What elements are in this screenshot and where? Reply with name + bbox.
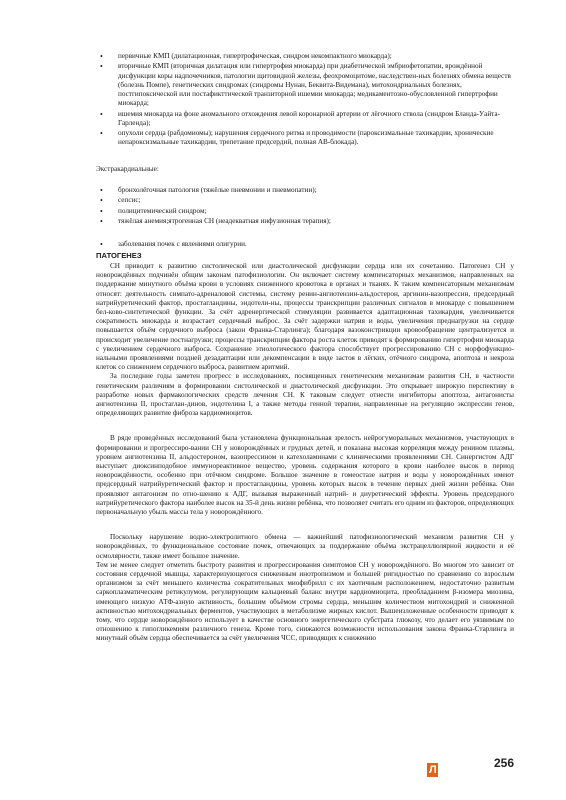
page-number: 256 — [493, 756, 514, 770]
extracardiac-label: Экстракардиальные: — [96, 164, 159, 173]
cardiac-causes-list — [96, 52, 514, 148]
list-item: • первичные КМП (дилатационная, гипертрофическая, синдром некомпактного миокарда); — [96, 52, 514, 61]
section-heading: ПАТОГЕНЕЗ — [96, 250, 142, 260]
list-item: • ишемия миокарда на фоне аномального отхождения левой коронарной артерии от лёгочного ствола (синдром Бланда-Уайта-Гарленда); — [96, 110, 514, 128]
renal-causes-list — [96, 240, 514, 249]
paragraph: Поскольку нарушение водно-электролитного обмена — важнейший патофизиологический механизм развития СН у новорождённых, то функциональное состояние почек, отвечающих за поддержание объёма экстрацеллюлярной жидкости и её осмолярности, также имеет большое значение. — [96, 533, 514, 560]
list-item: • полицитемический синдром; — [96, 207, 514, 216]
paragraph: В ряде проведённых исследований была установлена функциональная зрелость нейрогуморальных механизмов, участвующих в формировании и прогрессиро-вании СН у новорождённых и грудных детей, и показана высокая корреляция между ренином плазмы, уровнем ангиотензина II, альдостероном, вазопрессином и катехоламинами с клиническими проявлениями СН. Синергистом АДГ выступает диоксинподобное иммунореактивное вещество, уровень содержания которого в крови наиболее высок в период новорождённости, особенно при отёчном синдроме. Большое значение в гомеостазе натрия и воды у новорождённых имеют предсердный натрийуретический фактор и простагландины, уровень которых высок в течение первых дней жизни ребёнка. Они проявляют антагонизм по отно-шению к АДГ, вызывая выраженный натрий- и диуретический эффекты. Уровень предсердного натрийуретического фактора наиболее высок на 35-й день жизни ребёнка, что позволяет считать его одним из факторов, определяющих первоначальную убыль массы тела у новорождённого. — [96, 434, 514, 517]
publisher-logo: Л — [429, 764, 437, 776]
paragraph: Тем не менее следует отметить быстроту развития и прогрессирования симптомов СН у новорождённого. Во многом это зависит от состояния сердечной мышцы, характеризующегося сниженным инотропизмом и большей ригидностью по сравнению со взрослым организмом за счёт меньшего количества сократительных миофибрилл с их хаотичным расположением, недостаточно развитым саркоплазматическим ретикулумом, регулирующим кальциевый баланс внутри кардиомиоцита, преобладанием β-изомера миозина, имеющего низкую АТФ-азную активность, большим объёмом стромы сердца, меньшим количеством митохондрий и сниженной активностью митохондриальных ферментов, участвующих в метаболизме жирных кислот. Вышеизложенные особенности приводят к тому, что сердце новорождённого использует в качестве основного энергетического субстрата глюкозу, что делает его уязвимым по отношению к гипогликемиям различного генеза. Кроме того, снижаются возможности использования закона Франка-Старлинга и минутный объём сердца обеспечивается за счёт увеличения ЧСС, приводящих к снижению — [96, 560, 514, 643]
list-item: • бронхолёгочная патология (тяжёлые пневмонии и пневмопатии); — [96, 186, 514, 195]
page-content — [96, 52, 514, 644]
list-item: • тяжёлая анемия;ятрогенная СН (неадекватная инфузионная терапия); — [96, 217, 514, 226]
list-item: • вторичные КМП (вторичная дилатация или гипертрофия миокарда) при диабетической эмбриофетопатии, врождённой дисфункции коры надпочечников, патологии щитовидной железы, феохромоцитоме, наследствен-ных болезнях обмена веществ (болезнь Помпе), генетических синдромах (синдромы Нунан, Беквита-Видемана), митохондриальных болезнях, постгипоксической или постафикттической транзиторной ишемии миокарда; медикаментозно-обусловленной гипертрофии миокарда; — [96, 62, 514, 108]
list-item: • опухоли сердца (рабдомиомы); нарушения сердечного ритма и проводимости (пароксизмальные тахикардии, хронические непароксизмальные тахикардии, трепетание предсердий, полная АВ-блокада). — [96, 129, 514, 147]
paragraph: СН приводит к развитию систолической или диастолической дисфункции сердца или их сочетанию. Патогенез СН у новорождённых подчинён общим законам патофизиологии. Он включает систему компенсаторных механизмов, направленных на поддержание минутного объёма крови в условиях сниженного кровотока в органах и тканях. К таким компенсаторным механизмам относят: деятельность симпато-адреналовой системы, систему ренин-ангиотензин-альдостерон, аргинин-вазопрессин, предсердный натрийуретический фактор, простагландины, эндотели-ны, процессы транскрипции различных сигналов в миокарде с повышением бел-ково-синтетической функции. За счёт адренергической стимуляции развивается адаптационная тахикардия, увеличивается сократимость миокарда и возрастает сердечный выброс. За счёт задержки натрия и воды, увеличения преднагрузки на сердце повышается объём сердечного выброса (закон Франка-Старлинга); благодаря вазоконстрикции кровообращение централизуется и происходит увеличение постнагрузки; процессы транскрипции фактора роста клеток приводят к формированию гипертрофии миокарда с увеличением сердечного выброса. Сохранение этиологического фактора способствует прогрессированию СН с морфофункцио-нальными проявлениями поздней дезадаптации или декомпенсации в виде застоя в лёгких, отёчного синдрома, апоптоза и некроза клеток со снижением сердечного выброса, развитием аритмий. — [96, 261, 514, 372]
paragraph: За последние годы заметен прогресс в исследованиях, посвященных генетическим механизмам развития СН, в частности генетическим различиям в формировании систолической и диастолической дисфункции. Это открывает широкую перспективу в разработке новых фармакологических средств лечения СН. К таковым следует отнести ингибиторы апоптоза, антагонисты ангиотензина II, простаглан-динов, эндотелина I, а также методы генной терапии, направленные на регуляцию экспрессии генов, определяющих развитие фиброза кардиомиоцитов. — [96, 372, 514, 418]
list-item: • заболевания почек с явлениями олигурии. — [96, 240, 514, 249]
extracardiac-causes-list — [96, 186, 514, 226]
list-item: • сепсис; — [96, 196, 514, 205]
